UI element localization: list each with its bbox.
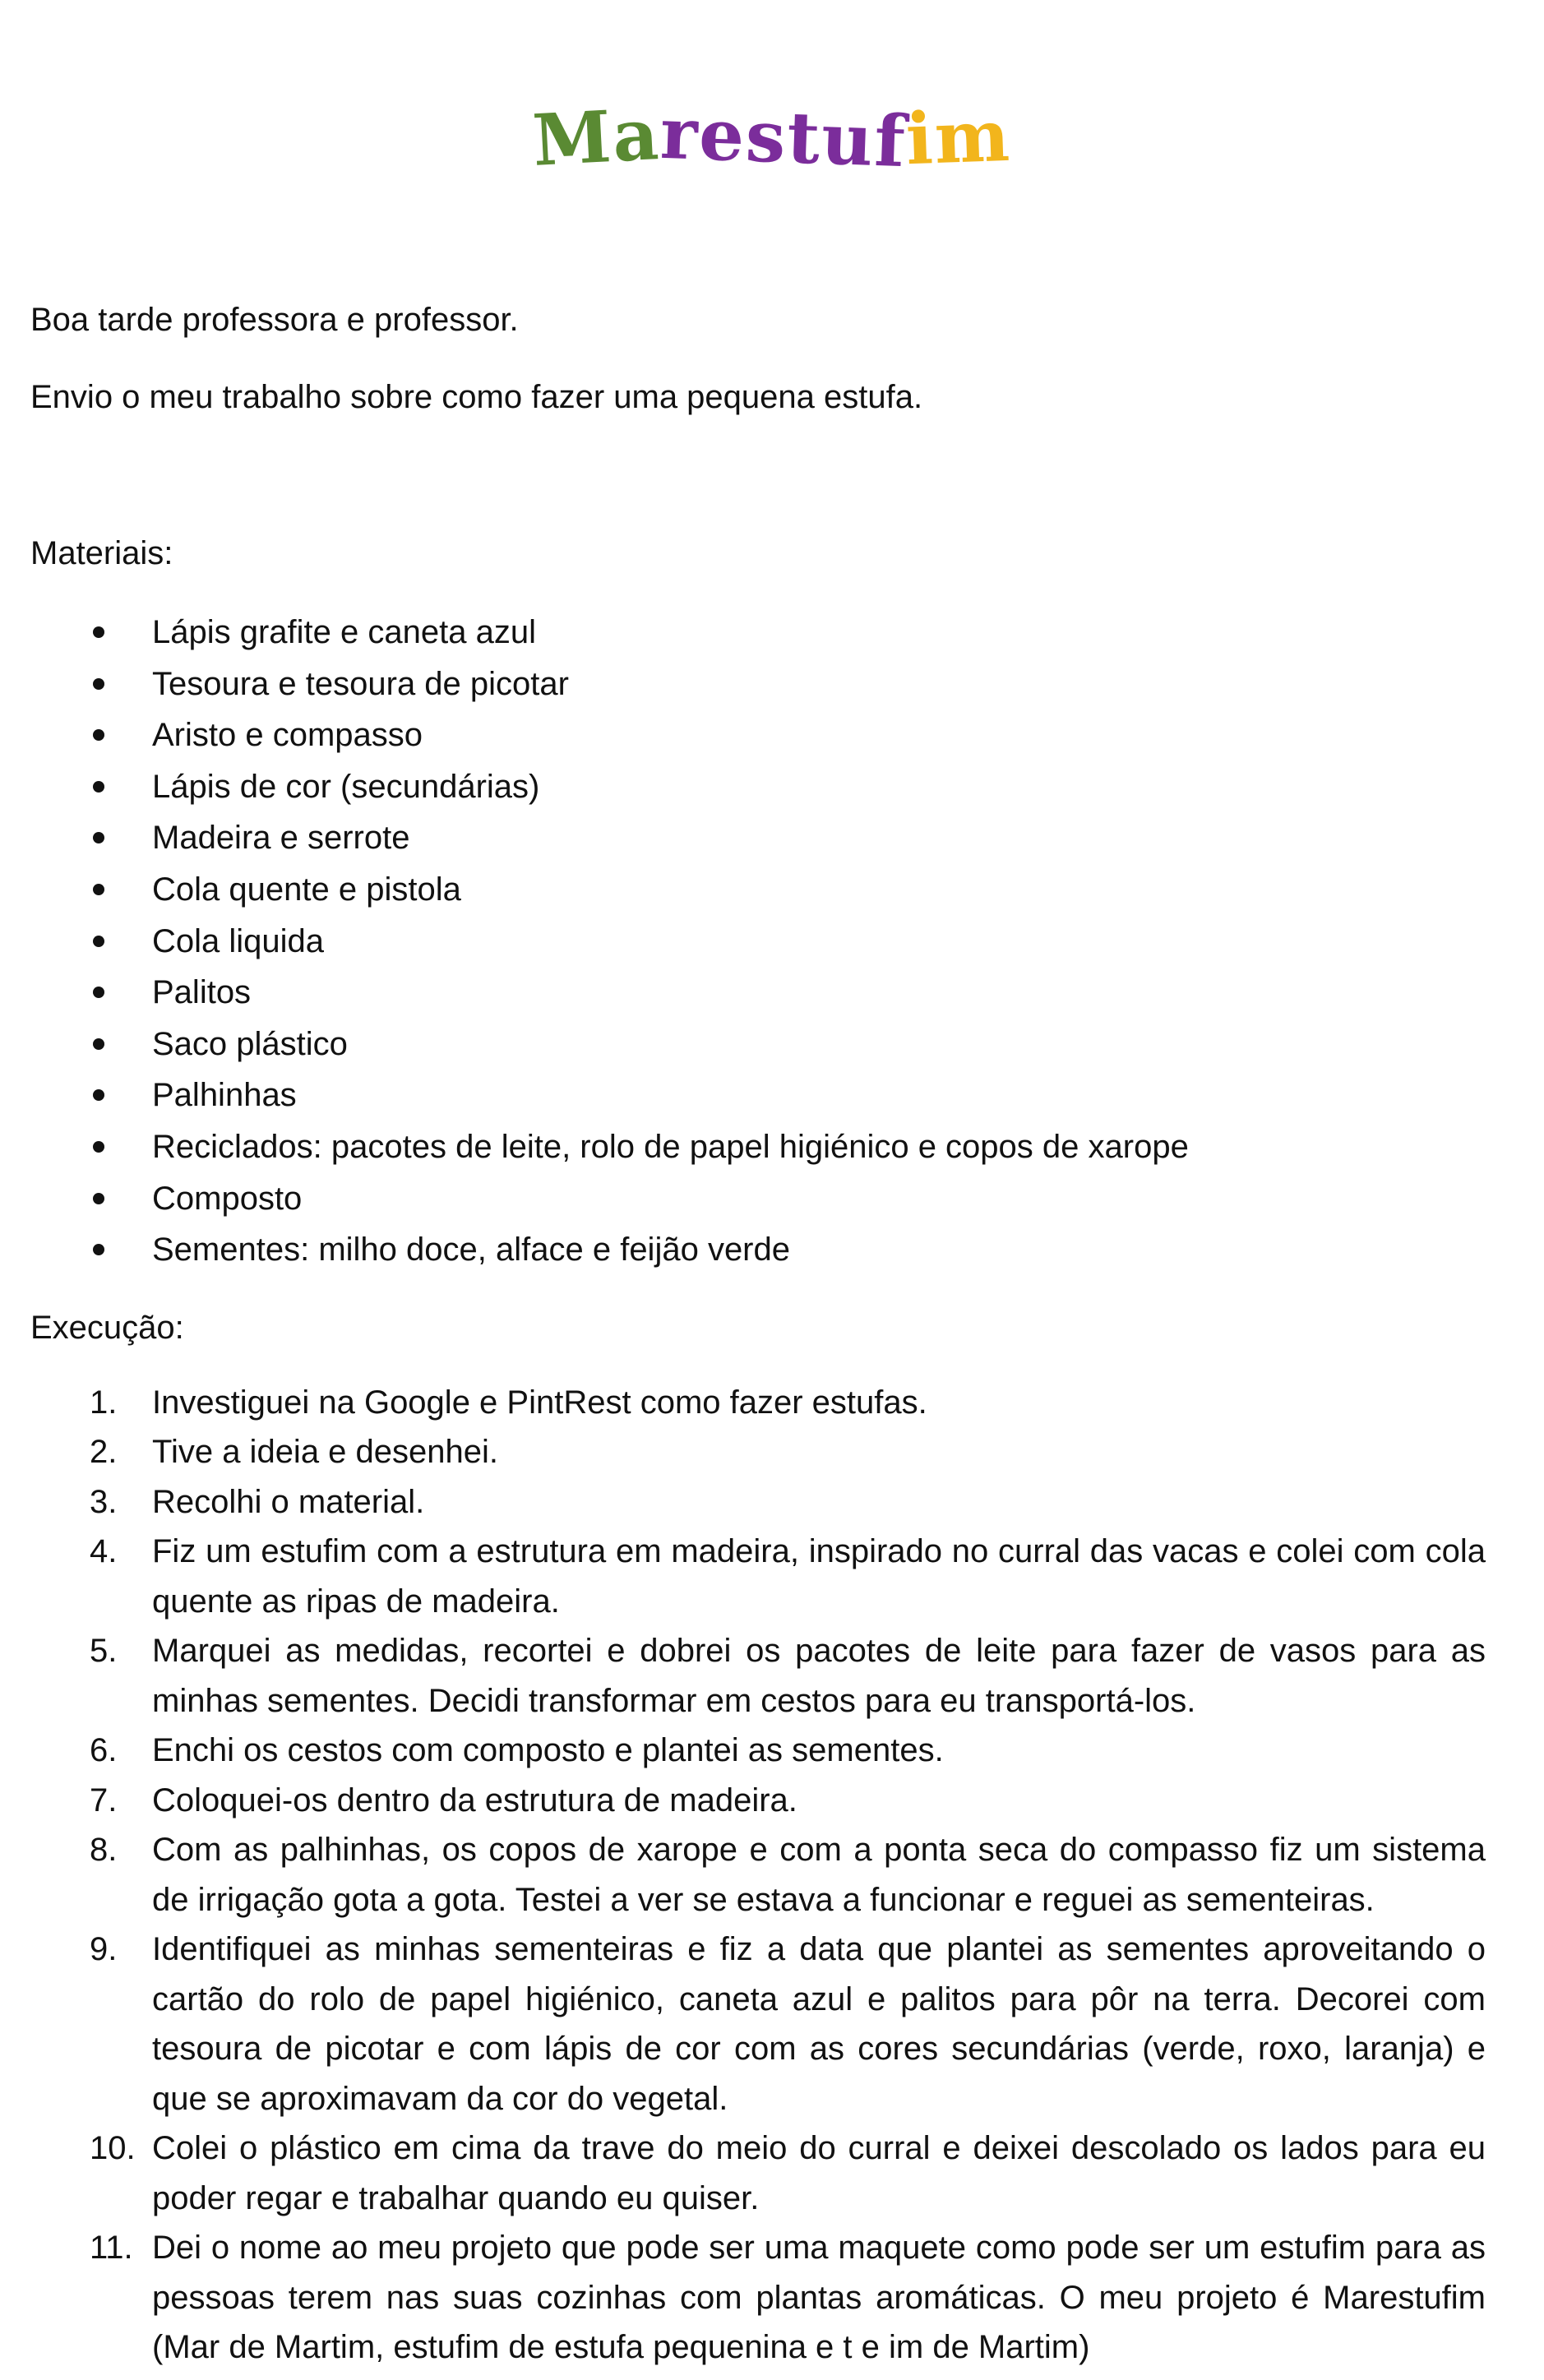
step-text: Recolhi o material. [152, 1483, 425, 1520]
material-item [30, 1121, 1486, 1173]
material-text: Reciclados: pacotes de leite, rolo de papel higiénico e copos de xarope [152, 1128, 1189, 1165]
materials-heading: Materiais: [30, 535, 173, 571]
material-text: Lápis de cor (secundárias) [152, 768, 540, 805]
marestufim-logo [0, 91, 1544, 184]
document-body [30, 294, 1486, 2373]
step-number: 5. [90, 1633, 118, 1670]
step-text: Marquei as medidas, recortei e dobrei os pacotes de leite para fazer de vasos para as minhas sementes. Decidi transformar em cestos para eu transportá-los. [152, 1633, 1486, 1719]
material-text: Palitos [152, 974, 252, 1011]
material-text: Composto [152, 1180, 303, 1217]
step-number: 8. [90, 1832, 118, 1869]
step-item [30, 1378, 1486, 1428]
step-number: 9. [90, 1931, 118, 1968]
bullet-icon [93, 1038, 104, 1050]
material-text: Saco plástico [152, 1025, 348, 1062]
step-number: 11. [90, 2230, 133, 2267]
step-text: Fiz um estufim com a estrutura em madeira, inspirado no curral das vacas e colei com cola quente as ripas de madeira. [152, 1533, 1486, 1620]
step-number: 7. [90, 1782, 118, 1819]
logo-part-purple: restuf [659, 91, 908, 184]
bullet-icon [93, 936, 104, 947]
material-item [30, 1173, 1486, 1225]
material-item [30, 1224, 1486, 1276]
material-text: Palhinhas [152, 1077, 297, 1114]
logo-part-yellow: im [904, 94, 1013, 182]
material-item [30, 1070, 1486, 1121]
step-item [30, 1527, 1486, 1626]
bullet-icon [93, 729, 104, 741]
step-item [30, 1626, 1486, 1726]
bullet-icon [93, 781, 104, 793]
bullet-icon [93, 832, 104, 843]
material-item [30, 864, 1486, 916]
bullet-icon [93, 1089, 104, 1101]
step-text: Identifiquei as minhas sementeiras e fiz a data que plantei as sementes aproveitando o cartão do rolo de papel higiénico, caneta azul e palitos para pôr na terra. Decorei com tesoura de picotar e com lápis de cor com as cores secundárias (verde, roxo, laranja) e que se aproximavam da cor do vegetal. [152, 1931, 1486, 2117]
step-item [30, 1427, 1486, 1477]
step-item [30, 1726, 1486, 1776]
step-text: Dei o nome ao meu projeto que pode ser uma maquete como pode ser um estufim para as pessoas terem nas suas cozinhas com plantas aromáticas. O meu projeto é Marestufim (Mar de Martim, estufim de estufa pequenina e t e im de Martim) [152, 2230, 1486, 2366]
step-item [30, 1776, 1486, 1826]
step-text: Enchi os cestos com composto e plantei as sementes. [152, 1732, 944, 1769]
intro: Envio o meu trabalho sobre como fazer uma pequena estufa. [30, 379, 923, 415]
material-item [30, 607, 1486, 659]
material-text: Tesoura e tesoura de picotar [152, 665, 569, 702]
step-item [30, 1825, 1486, 1925]
step-number: 10. [90, 2130, 136, 2167]
bullet-icon [93, 626, 104, 638]
material-item [30, 659, 1486, 710]
bullet-icon [93, 987, 104, 998]
material-text: Madeira e serrote [152, 820, 410, 857]
step-item [30, 2223, 1486, 2373]
steps-list [30, 1378, 1486, 2373]
step-number: 2. [90, 1434, 118, 1471]
bullet-icon [93, 884, 104, 895]
material-item [30, 967, 1486, 1019]
step-text: Tive a ideia e desenhei. [152, 1434, 499, 1471]
bullet-icon [93, 678, 104, 690]
material-item [30, 1019, 1486, 1070]
material-item [30, 761, 1486, 813]
step-item [30, 2124, 1486, 2223]
material-item [30, 709, 1486, 761]
bullet-icon [93, 1244, 104, 1255]
material-text: Lápis grafite e caneta azul [152, 614, 536, 650]
step-text: Com as palhinhas, os copos de xarope e com a ponta seca do compasso fiz um sistema de irrigação gota a gota. Testei a ver se estava a funcionar e reguei as sementeiras. [152, 1832, 1486, 1918]
material-item [30, 812, 1486, 864]
step-text: Investiguei na Google e PintRest como fazer estufas. [152, 1384, 927, 1421]
step-text: Coloquei-os dentro da estrutura de madeira. [152, 1782, 797, 1819]
logo-part-green: Ma [530, 93, 663, 183]
step-item [30, 1925, 1486, 2124]
material-text: Sementes: milho doce, alface e feijão verde [152, 1232, 790, 1269]
material-item [30, 916, 1486, 968]
bullet-icon [93, 1141, 104, 1153]
step-number: 4. [90, 1533, 118, 1570]
materials-list [30, 607, 1486, 1276]
material-text: Cola quente e pistola [152, 871, 461, 908]
step-number: 3. [90, 1483, 118, 1520]
step-number: 1. [90, 1384, 118, 1421]
execution-heading: Execução: [30, 1309, 184, 1346]
material-text: Aristo e compasso [152, 717, 423, 754]
material-text: Cola liquida [152, 922, 325, 959]
step-number: 6. [90, 1732, 118, 1769]
bullet-icon [93, 1193, 104, 1204]
step-text: Colei o plástico em cima da trave do meio do curral e deixei descolado os lados para eu poder regar e trabalhar quando eu quiser. [152, 2130, 1486, 2216]
greeting: Boa tarde professora e professor. [30, 302, 519, 338]
step-item [30, 1477, 1486, 1527]
